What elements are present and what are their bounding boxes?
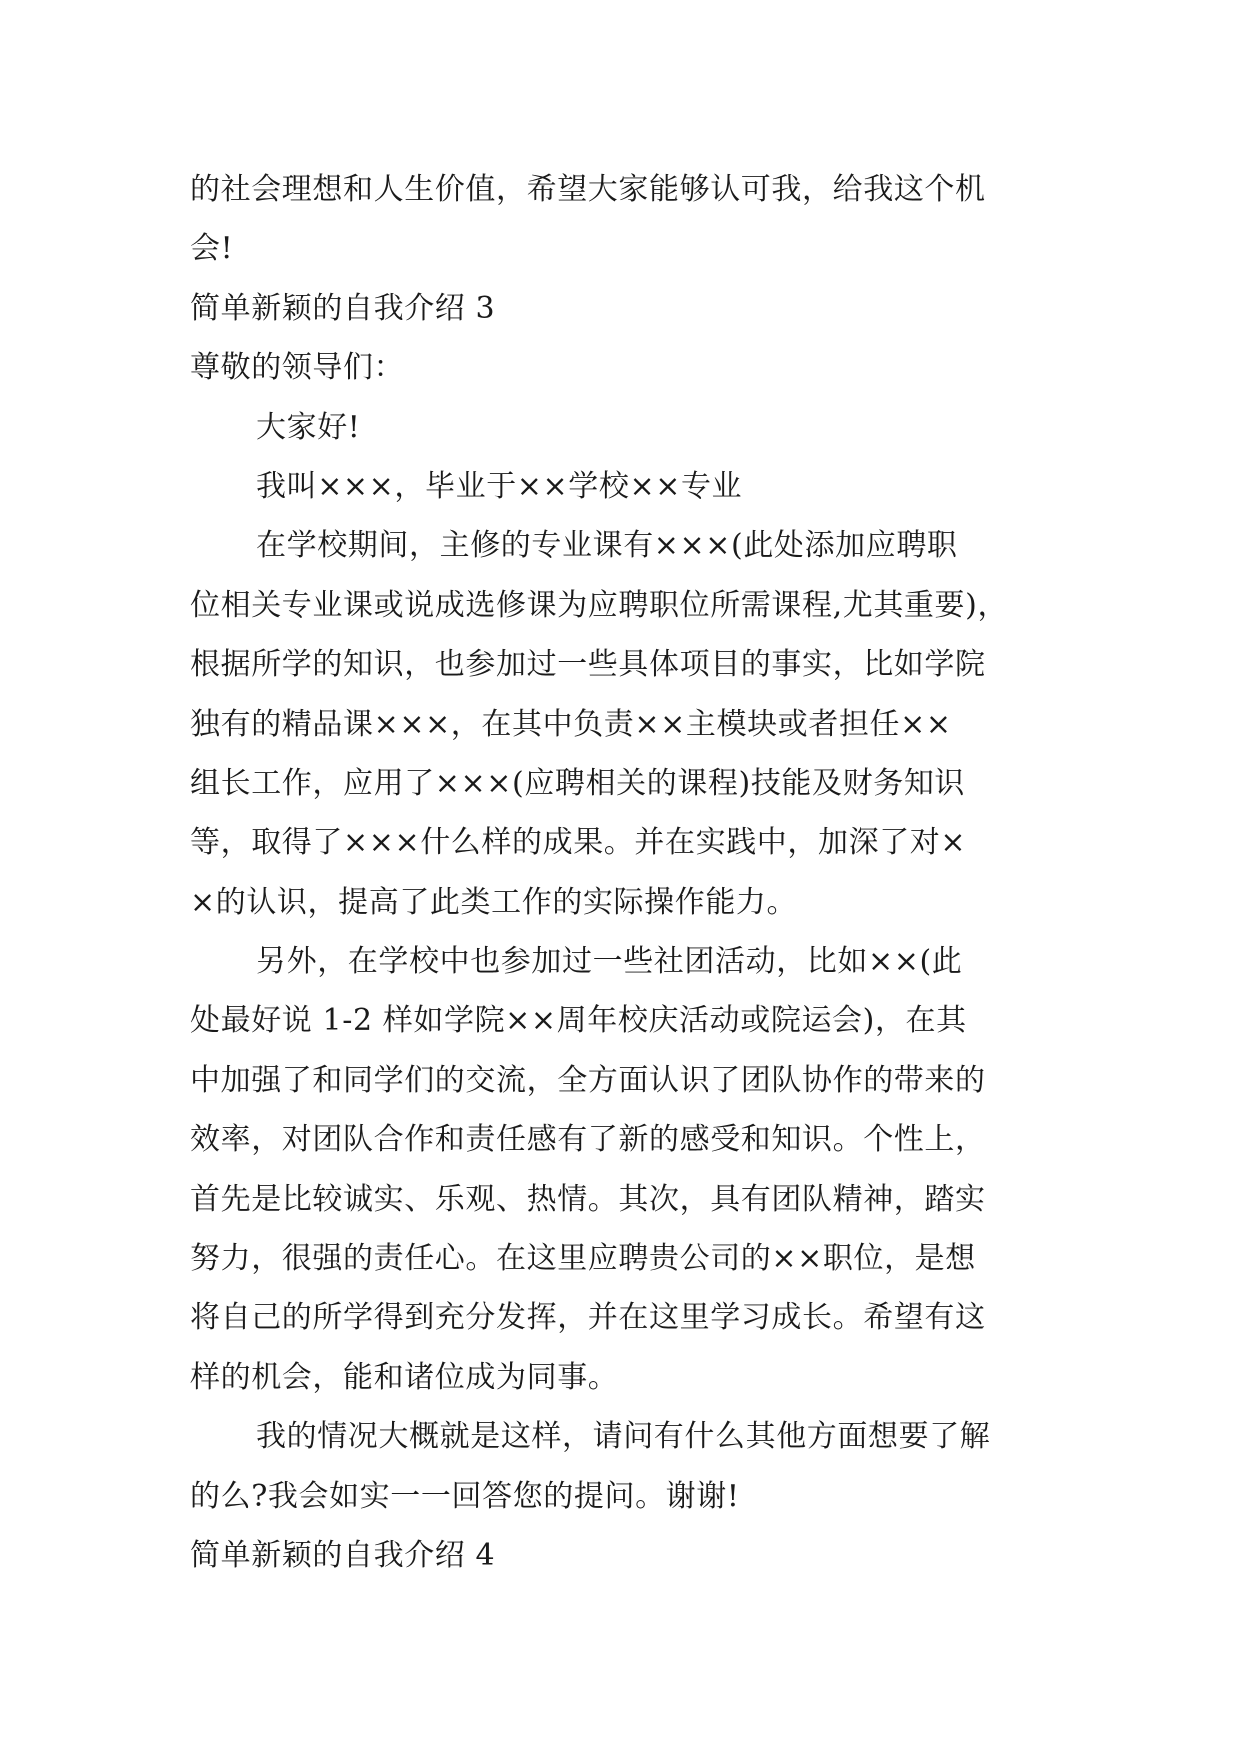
text-line: 将自己的所学得到充分发挥，并在这里学习成长。希望有这 — [190, 1300, 986, 1336]
text-line: 的么?我会如实一一回答您的提问。谢谢! — [190, 1478, 740, 1514]
text-line: 首先是比较诚实、乐观、热情。其次，具有团队精神，踏实 — [190, 1181, 986, 1217]
text-line: 中加强了和同学们的交流，全方面认识了团队协作的带来的 — [190, 1062, 986, 1098]
text-line: 效率，对团队合作和责任感有了新的感受和知识。个性上， — [190, 1122, 986, 1158]
greeting: 大家好! — [256, 409, 361, 445]
text-line: 努力，很强的责任心。在这里应聘贵公司的××职位，是想 — [190, 1241, 976, 1277]
text-line: 会! — [190, 231, 234, 267]
text-line: 位相关专业课或说成选修课为应聘职位所需课程,尤其重要)， — [190, 587, 1009, 623]
document-body — [190, 160, 1050, 1585]
section-heading: 简单新颖的自我介绍 4 — [190, 1537, 496, 1573]
text-line: 样的机会，能和诸位成为同事。 — [190, 1359, 619, 1395]
text-line: 独有的精品课×××，在其中负责××主模块或者担任×× — [190, 706, 952, 742]
salutation: 尊敬的领导们： — [190, 350, 405, 386]
text-line: 的社会理想和人生价值，希望大家能够认可我，给我这个机 — [190, 172, 986, 207]
text-line: ×的认识，提高了此类工作的实际操作能力。 — [190, 884, 798, 920]
text-line: 根据所学的知识，也参加过一些具体项目的事实，比如学院 — [190, 647, 986, 683]
text-line: 我的情况大概就是这样，请问有什么其他方面想要了解 — [256, 1419, 991, 1455]
text-line: 另外，在学校中也参加过一些社团活动，比如××(此 — [256, 944, 963, 980]
text-line: 组长工作，应用了×××(应聘相关的课程)技能及财务知识 — [190, 765, 966, 801]
text-line: 处最好说 1-2 样如学院××周年校庆活动或院运会)，在其 — [190, 1003, 967, 1039]
section-heading: 简单新颖的自我介绍 3 — [190, 290, 496, 326]
text-line: 在学校期间，主修的专业课有×××(此处添加应聘职 — [256, 528, 958, 564]
text-line: 等，取得了×××什么样的成果。并在实践中，加深了对× — [190, 825, 967, 861]
text-line: 我叫×××，毕业于××学校××专业 — [256, 468, 743, 504]
